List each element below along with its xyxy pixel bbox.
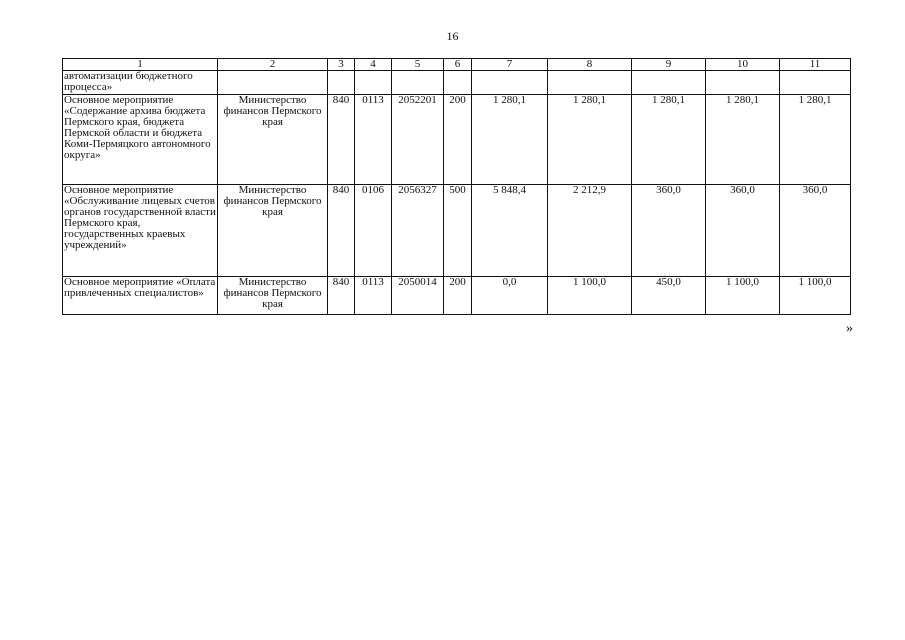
table-row <box>63 277 851 315</box>
value-col-9 <box>632 71 706 95</box>
page-number: 16 <box>446 29 459 43</box>
value-col-7 <box>472 71 548 95</box>
executor: Министерство финансов Пермского края <box>218 185 328 277</box>
value-col-7: 5 848,4 <box>472 185 548 277</box>
value-col-9: 360,0 <box>632 185 706 277</box>
grbs-code: 840 <box>328 185 355 277</box>
grbs-code <box>328 71 355 95</box>
value-col-10: 1 280,1 <box>706 95 780 185</box>
target-code: 2052201 <box>392 95 444 185</box>
column-number-row <box>63 59 851 71</box>
section-code <box>355 71 392 95</box>
table-row <box>63 95 851 185</box>
value-col-9: 450,0 <box>632 277 706 315</box>
target-code <box>392 71 444 95</box>
budget-table <box>62 58 851 315</box>
value-col-8: 1 100,0 <box>548 277 632 315</box>
column-header: 7 <box>472 59 548 71</box>
grbs-code: 840 <box>328 277 355 315</box>
column-header: 6 <box>444 59 472 71</box>
measure-name: Основное мероприятие «Оплата привлеченных специалистов» <box>63 277 218 315</box>
target-code: 2056327 <box>392 185 444 277</box>
column-header: 3 <box>328 59 355 71</box>
table-row <box>63 71 851 95</box>
table-row <box>63 185 851 277</box>
measure-name: Основное мероприятие «Содержание архива бюджета Пермского края, бюджета Пермской области и бюджета Коми-Пермяцкого автономного округа» <box>63 95 218 185</box>
value-col-11 <box>780 71 851 95</box>
expense-type-code: 500 <box>444 185 472 277</box>
value-col-10: 360,0 <box>706 185 780 277</box>
value-col-11: 1 280,1 <box>780 95 851 185</box>
section-code: 0113 <box>355 277 392 315</box>
section-code: 0113 <box>355 95 392 185</box>
column-header: 9 <box>632 59 706 71</box>
expense-type-code: 200 <box>444 277 472 315</box>
value-col-8: 2 212,9 <box>548 185 632 277</box>
column-header: 10 <box>706 59 780 71</box>
grbs-code: 840 <box>328 95 355 185</box>
value-col-7: 0,0 <box>472 277 548 315</box>
section-code: 0106 <box>355 185 392 277</box>
column-header: 8 <box>548 59 632 71</box>
value-col-10: 1 100,0 <box>706 277 780 315</box>
column-header: 5 <box>392 59 444 71</box>
column-header: 2 <box>218 59 328 71</box>
closing-quote-mark: » <box>846 321 853 336</box>
value-col-8: 1 280,1 <box>548 95 632 185</box>
value-col-7: 1 280,1 <box>472 95 548 185</box>
value-col-11: 1 100,0 <box>780 277 851 315</box>
value-col-8 <box>548 71 632 95</box>
executor <box>218 71 328 95</box>
column-header: 4 <box>355 59 392 71</box>
executor: Министерство финансов Пермского края <box>218 95 328 185</box>
measure-name: автоматизации бюджетного процесса» <box>63 71 218 95</box>
value-col-10 <box>706 71 780 95</box>
value-col-9: 1 280,1 <box>632 95 706 185</box>
expense-type-code <box>444 71 472 95</box>
measure-name: Основное мероприятие «Обслуживание лицевых счетов органов государственной власти Пермского края, государственных краевых учреждений» <box>63 185 218 277</box>
column-header: 11 <box>780 59 851 71</box>
expense-type-code: 200 <box>444 95 472 185</box>
column-header: 1 <box>63 59 218 71</box>
value-col-11: 360,0 <box>780 185 851 277</box>
executor: Министерство финансов Пермского края <box>218 277 328 315</box>
target-code: 2050014 <box>392 277 444 315</box>
